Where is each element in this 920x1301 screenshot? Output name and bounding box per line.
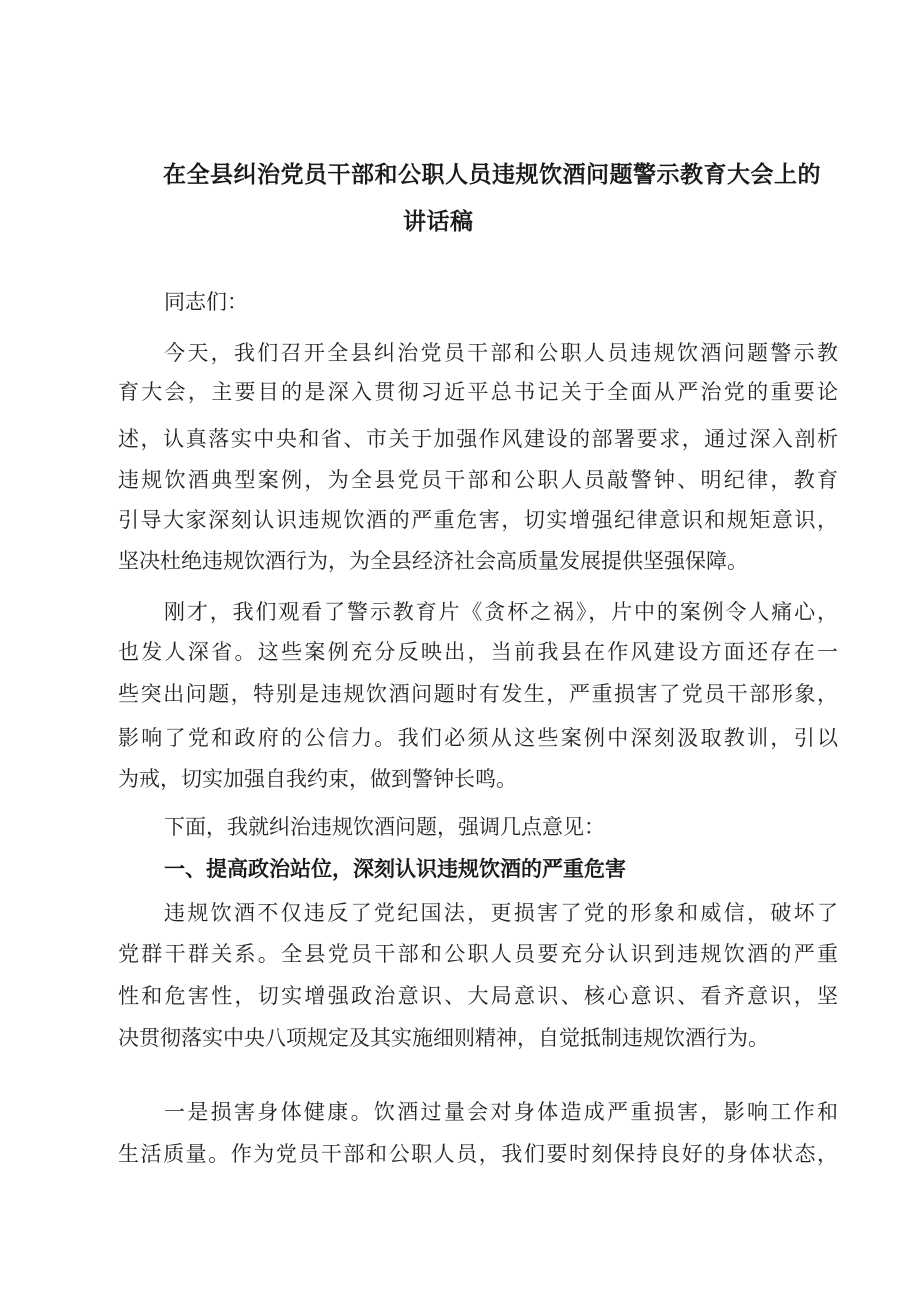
paragraph-1-line-2: 育大会，主要目的是深入贯彻习近平总书记关于全面从严治党的重要论	[118, 380, 838, 404]
paragraph-5-line-2: 生活质量。作为党员干部和公职人员，我们要时刻保持良好的身体状态，	[118, 1142, 838, 1166]
paragraph-1-line-6: 坚决杜绝违规饮酒行为，为全县经济社会高质量发展提供坚强保障。	[118, 549, 748, 573]
paragraph-2-line-1: 刚才，我们观看了警示教育片《贪杯之祸》，片中的案例令人痛心，	[164, 600, 838, 624]
paragraph-2-line-2: 也发人深省。这些案例充分反映出，当前我县在作风建设方面还存在一	[118, 640, 838, 664]
paragraph-4-line-3: 性和危害性，切实增强政治意识、大局意识、核心意识、看齐意识，坚	[118, 984, 838, 1008]
paragraph-4-line-2: 党群干群关系。全县党员干部和公职人员要充分认识到违规饮酒的严重	[118, 942, 838, 966]
paragraph-4-line-1: 违规饮酒不仅违反了党纪国法，更损害了党的形象和威信，破坏了	[164, 901, 838, 925]
section-heading-1: 一、提高政治站位，深刻认识违规饮酒的严重危害	[164, 857, 626, 881]
paragraph-4-line-4: 决贯彻落实中央八项规定及其实施细则精神，自觉抵制违规饮酒行为。	[118, 1026, 769, 1050]
paragraph-5-line-1: 一是损害身体健康。饮酒过量会对身体造成严重损害，影响工作和	[164, 1100, 838, 1124]
paragraph-1-line-1: 今天，我们召开全县纠治党员干部和公职人员违规饮酒问题警示教	[164, 341, 838, 365]
document-title-line-2: 讲话稿	[403, 209, 474, 235]
paragraph-2-line-5: 为戒，切实加强自我约束，做到警钟长鸣。	[118, 767, 517, 791]
salutation: 同志们：	[164, 290, 248, 314]
paragraph-3: 下面，我就纠治违规饮酒问题，强调几点意见：	[164, 815, 605, 839]
paragraph-2-line-3: 些突出问题，特别是违规饮酒问题时有发生，严重损害了党员干部形象，	[118, 682, 838, 706]
paragraph-1-line-3: 述，认真落实中央和省、市关于加强作风建设的部署要求，通过深入剖析	[118, 427, 838, 451]
document-title-line-1: 在全县纠治党员干部和公职人员违规饮酒问题警示教育大会上的	[163, 162, 821, 188]
paragraph-1-line-5: 引导大家深刻认识违规饮酒的严重危害，切实增强纪律意识和规矩意识，	[118, 508, 838, 532]
paragraph-2-line-4: 影响了党和政府的公信力。我们必须从这些案例中深刻汲取教训，引以	[118, 726, 838, 750]
paragraph-1-line-4: 违规饮酒典型案例，为全县党员干部和公职人员敲警钟、明纪律，教育	[118, 468, 838, 492]
